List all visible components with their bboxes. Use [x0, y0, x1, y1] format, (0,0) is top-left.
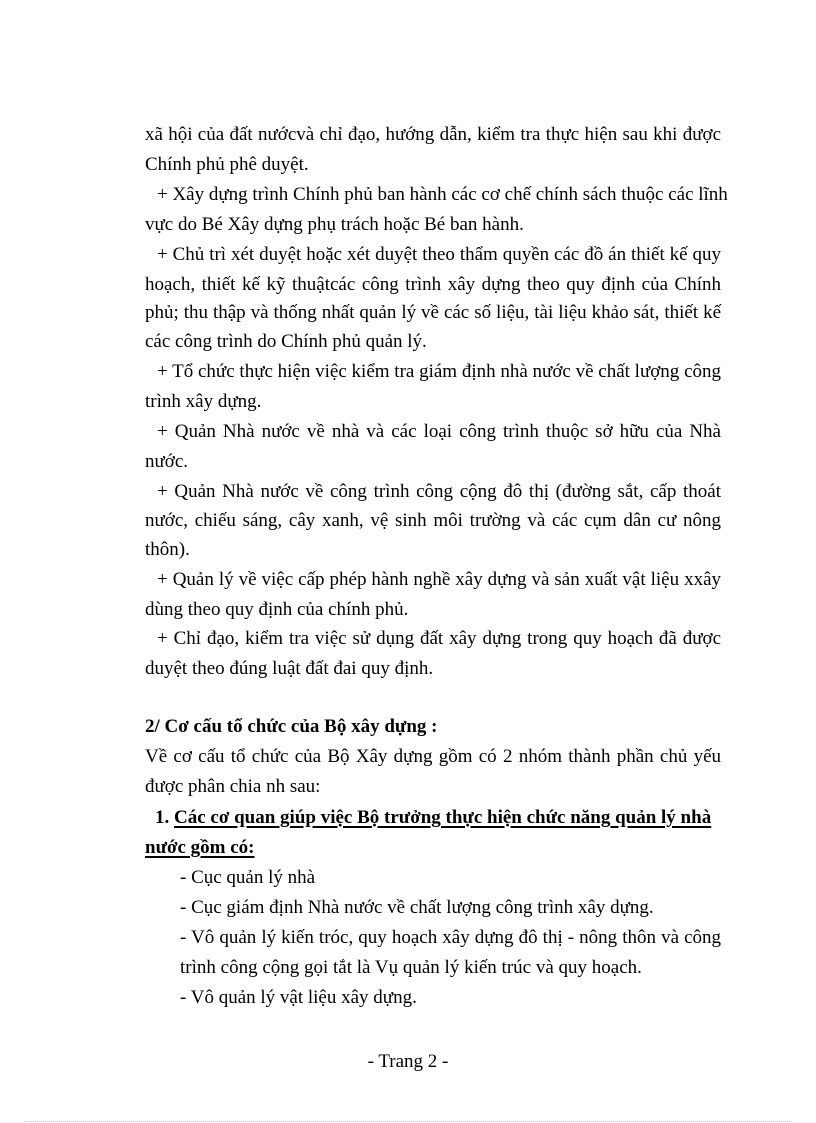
page-number: - Trang 2 - [367, 1051, 449, 1072]
paragraph-line: phủ; thu thập và thống nhất quản lý về các số liệu, tài liệu khảo sát, thiết kế [145, 302, 721, 323]
paragraph-line: + Quản Nhà nước về công trình công cộng đô thị (đường sắt, cấp thoát [157, 481, 721, 502]
bullet-item: - Vô quản lý vật liệu xây dựng. [180, 987, 417, 1008]
item-title-text: nước gồm có: [145, 837, 255, 858]
paragraph-line: + Xây dựng trình Chính phủ ban hành các cơ chế chính sách thuộc các lĩnh [157, 184, 728, 205]
numbered-item-title-cont [145, 836, 721, 860]
paragraph-line: Về cơ cấu tổ chức của Bộ Xây dựng gồm có 2 nhóm thành phần chủ yếu [145, 746, 721, 767]
bullet-item: - Cục giám định Nhà nước về chất lượng công trình xây dựng. [180, 897, 654, 918]
page-bottom-divider [24, 1121, 792, 1122]
paragraph-line: + Chỉ đạo, kiểm tra việc sử dụng đất xây dựng trong quy hoạch đã được [157, 628, 721, 649]
paragraph-line: Chính phủ phê duyệt. [145, 154, 309, 175]
paragraph-line: hoạch, thiết kế kỹ thuậtcác công trình xây dựng theo quy định của Chính [145, 274, 721, 295]
paragraph-line: được phân chia nh sau: [145, 776, 321, 797]
bullet-item: - Cục quản lý nhà [180, 867, 316, 888]
paragraph-line: duyệt theo đúng luật đất đai quy định. [145, 658, 434, 679]
numbered-item-title [155, 806, 721, 830]
paragraph-line: thôn). [145, 539, 190, 560]
paragraph-line: nước, chiếu sáng, cây xanh, vệ sinh môi trường và các cụm dân cư nông [145, 510, 721, 531]
paragraph-line: + Quản lý về việc cấp phép hành nghề xây dựng và sản xuất vật liệu xxây [157, 569, 721, 590]
item-number: 1. [155, 807, 170, 828]
paragraph-line: xã hội của đất nướcvà chỉ đạo, hướng dẫn, kiểm tra thực hiện sau khi được [145, 124, 721, 145]
paragraph-line: trình xây dựng. [145, 391, 262, 412]
paragraph-line: + Tổ chức thực hiện việc kiểm tra giám định nhà nước về chất lượng công [157, 361, 721, 382]
paragraph-line: + Chủ trì xét duyệt hoặc xét duyệt theo thẩm quyền các đồ án thiết kế quy [157, 244, 721, 265]
paragraph-line: vực do Bé Xây dựng phụ trách hoặc Bé ban hành. [145, 214, 524, 235]
paragraph-line: dùng theo quy định của chính phủ. [145, 599, 409, 620]
paragraph-line: các công trình do Chính phủ quản lý. [145, 331, 427, 352]
paragraph-line: nước. [145, 451, 189, 472]
paragraph-line: + Quản Nhà nước về nhà và các loại công trình thuộc sở hữu của Nhà [157, 421, 721, 442]
bullet-item-cont: trình công cộng gọi tắt là Vụ quản lý kiến trúc và quy hoạch. [180, 957, 642, 978]
bullet-item: - Vô quản lý kiến tróc, quy hoạch xây dựng đô thị - nông thôn và công [180, 927, 721, 948]
item-title-text: Các cơ quan giúp việc Bộ trưởng thực hiện chức năng quản lý nhà [174, 807, 712, 828]
section-heading: 2/ Cơ cấu tổ chức của Bộ xây dựng : [145, 716, 438, 737]
